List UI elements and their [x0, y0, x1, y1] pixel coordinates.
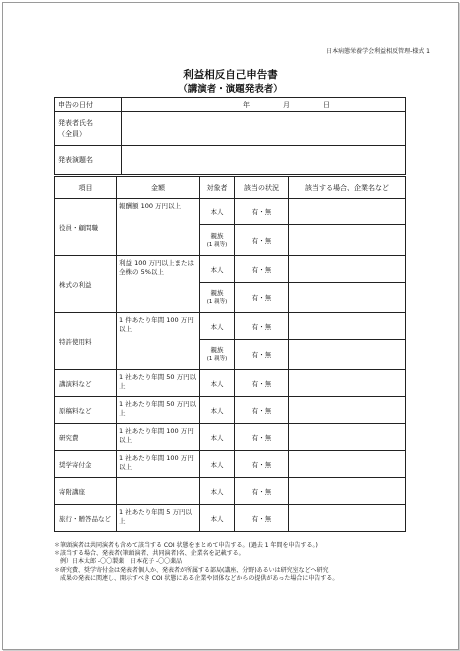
row-amount: 1 社あたり年間 100 万円以上 [117, 424, 200, 451]
row-target-family [200, 283, 235, 313]
presenter-label-line1: 発表者氏名 [58, 118, 93, 127]
status-choice[interactable]: 有・無 [235, 424, 289, 451]
company-field[interactable] [289, 340, 406, 370]
table-row [55, 256, 406, 283]
header-table [54, 97, 406, 175]
row-amount: 報酬額 100 万円以上 [117, 199, 200, 256]
company-field[interactable] [289, 451, 406, 478]
family-degree: (1 親等) [206, 356, 228, 362]
company-field[interactable] [289, 424, 406, 451]
status-choice[interactable]: 有・無 [235, 397, 289, 424]
status-choice[interactable]: 有・無 [235, 199, 289, 225]
footnote: ＊該当する場合、発表者(筆頭演者、共同演者)名、企業名を記載する。 [54, 550, 245, 558]
date-label: 申告の日付 [55, 98, 122, 112]
company-field[interactable] [289, 256, 406, 283]
row-category: 奨学寄付金 [55, 451, 117, 478]
row-category: 特許使用料 [55, 313, 117, 370]
row-target-self: 本人 [200, 370, 235, 397]
topic-field[interactable] [122, 146, 406, 175]
table-row [55, 199, 406, 225]
row-target-self: 本人 [200, 478, 235, 505]
footnote: 例）日本太郎 -〇〇製薬 日本花子 -〇〇薬品 [54, 558, 183, 566]
status-choice[interactable]: 有・無 [235, 478, 289, 505]
status-choice[interactable]: 有・無 [235, 451, 289, 478]
status-choice[interactable]: 有・無 [235, 370, 289, 397]
date-month: 月 [283, 100, 290, 109]
footnote: 成果の発表に関連し、開示すべき COI 状態にある企業や団体などからの提供があった場合に申告する。 [54, 574, 339, 582]
status-choice[interactable]: 有・無 [235, 225, 289, 256]
company-field[interactable] [289, 505, 406, 532]
topic-label: 発表演題名 [55, 146, 122, 175]
status-choice[interactable]: 有・無 [235, 505, 289, 532]
row-target-family [200, 225, 235, 256]
row-amount: 1 社あたり年間 100 万円以上 [117, 451, 200, 478]
table-row [55, 505, 406, 532]
table-row [55, 397, 406, 424]
presenter-label [55, 112, 122, 146]
company-field[interactable] [289, 225, 406, 256]
row-target-self: 本人 [200, 256, 235, 283]
table-row [55, 478, 406, 505]
family-degree: (1 親等) [206, 241, 228, 248]
presenter-field[interactable] [122, 112, 406, 146]
row-target-self: 本人 [200, 505, 235, 532]
row-amount: 利益 100 万円以上または全株の 5%以上 [117, 256, 200, 313]
table-row [55, 313, 406, 340]
status-choice[interactable]: 有・無 [235, 340, 289, 370]
document-subtitle: （講演者・演題発表者） [178, 84, 283, 95]
footnote: ＊研究費、奨学寄付金は発表者個人か、発表者が所属する部局(講座、分野)あるいは研究室などへ研究 [54, 566, 329, 574]
row-category: 講演料など [55, 370, 117, 397]
family-label: 親族 [210, 231, 224, 240]
column-header: 該当する場合、企業名など [289, 177, 406, 199]
table-row [55, 424, 406, 451]
column-header: 対象者 [200, 177, 235, 199]
document-title: 利益相反自己申告書 [183, 69, 278, 81]
column-header: 該当の状況 [235, 177, 289, 199]
row-target-self: 本人 [200, 397, 235, 424]
row-amount: 1 社あたり年間 50 万円以上 [117, 370, 200, 397]
status-choice[interactable]: 有・無 [235, 313, 289, 340]
column-header: 項目 [55, 177, 117, 199]
table-row [55, 451, 406, 478]
company-field[interactable] [289, 478, 406, 505]
column-header-row [55, 177, 406, 199]
footnotes [54, 542, 414, 583]
row-category: 役員・顧問職 [55, 199, 117, 256]
row-target-family [200, 340, 235, 370]
column-header: 金額 [117, 177, 200, 199]
status-choice[interactable]: 有・無 [235, 256, 289, 283]
status-choice[interactable]: 有・無 [235, 283, 289, 313]
family-label: 親族 [210, 346, 224, 354]
row-target-self: 本人 [200, 424, 235, 451]
row-amount: 1 件あたり年間 100 万円以上 [117, 313, 200, 370]
company-field[interactable] [289, 283, 406, 313]
row-amount: 1 社あたり年間 50 万円以上 [117, 397, 200, 424]
presenter-label-line2: （全員） [58, 129, 86, 138]
row-amount [117, 478, 200, 505]
form-id: 日本病態栄養学会利益相反管理-様式 1 [326, 48, 430, 55]
family-degree: (1 親等) [206, 299, 228, 305]
company-field[interactable] [289, 370, 406, 397]
row-amount: 1 社あたり年間 5 万円以上 [117, 505, 200, 532]
company-field[interactable] [289, 313, 406, 340]
coi-table [54, 176, 406, 532]
row-category: 寄附講座 [55, 478, 117, 505]
row-category: 原稿料など [55, 397, 117, 424]
company-field[interactable] [289, 397, 406, 424]
table-row [55, 370, 406, 397]
date-field[interactable] [122, 98, 406, 112]
row-target-self: 本人 [200, 199, 235, 225]
family-label: 親族 [210, 289, 224, 297]
footnote: ＊筆頭演者は共同演者も含めて該当する COI 状態をまとめて申告する。(過去 1 年間を申告する。) [54, 542, 318, 549]
date-year: 年 [243, 100, 250, 109]
row-target-self: 本人 [200, 451, 235, 478]
company-field[interactable] [289, 199, 406, 225]
row-category: 株式の利益 [55, 256, 117, 313]
row-target-self: 本人 [200, 313, 235, 340]
row-category: 旅行・贈答品など [55, 505, 117, 532]
row-category: 研究費 [55, 424, 117, 451]
date-day: 日 [323, 100, 330, 109]
